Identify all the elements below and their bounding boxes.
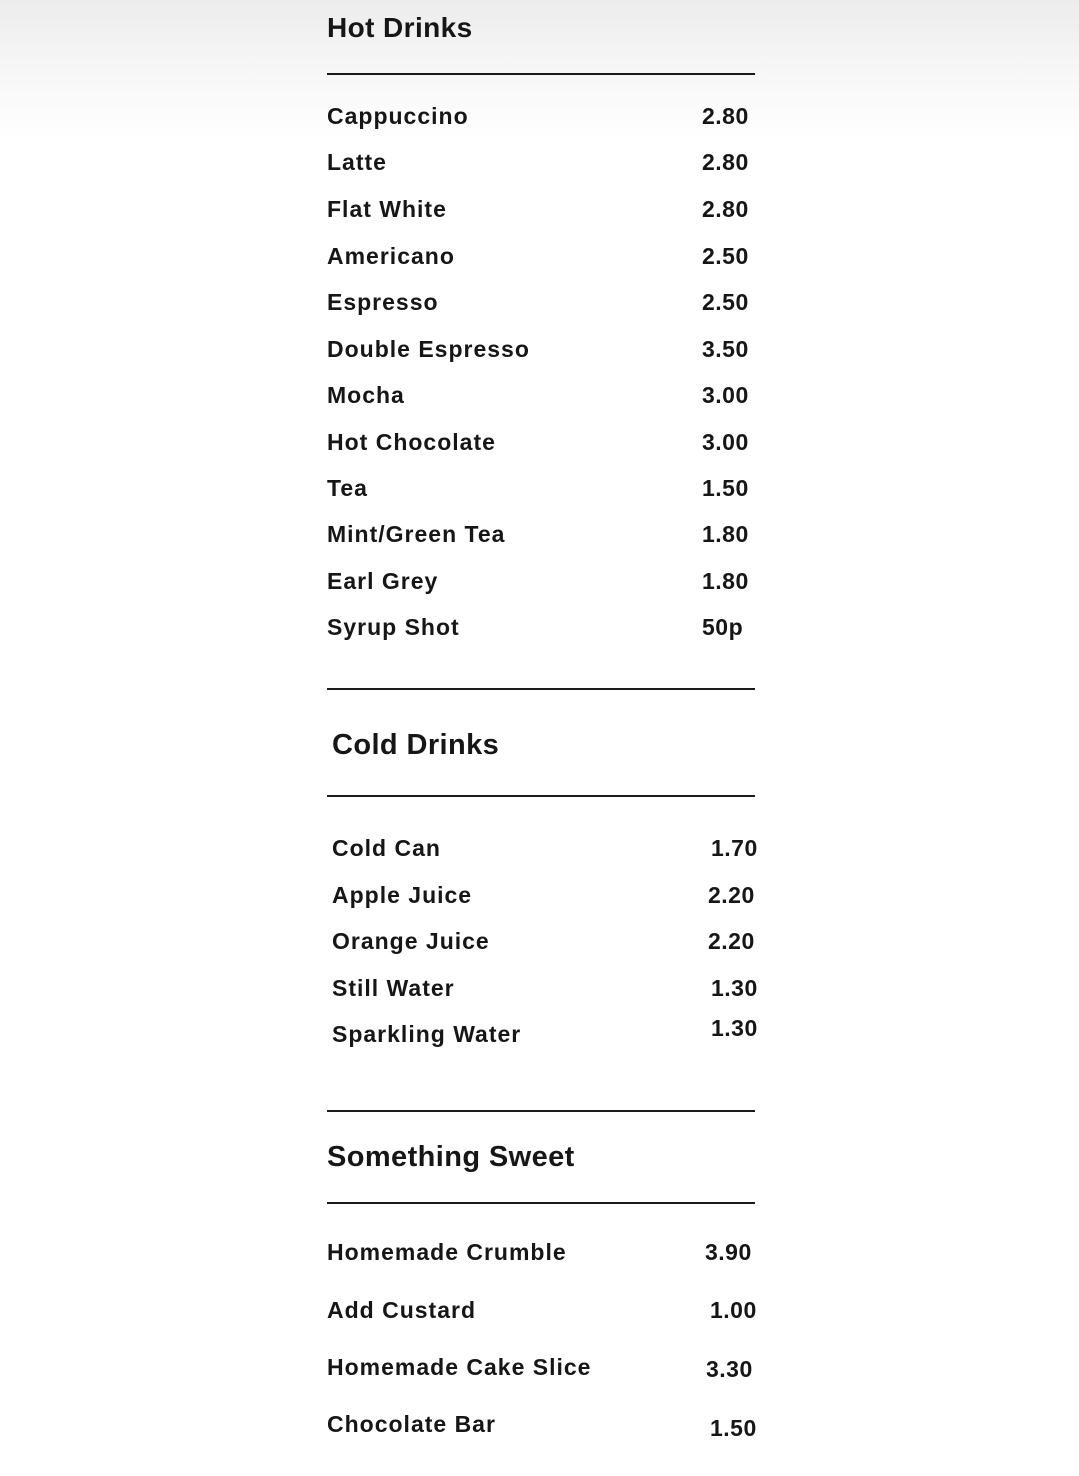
menu-item-price: 50p [702,614,744,640]
section-divider [327,73,755,75]
menu-item-price: 2.80 [702,196,749,222]
menu-item-price: 3.00 [702,429,749,455]
section-title-cold-drinks: Cold Drinks [332,729,500,761]
menu-item-name: Orange Juice [332,928,490,954]
menu-item-price: 1.80 [702,521,749,547]
menu-item-price: 2.80 [702,149,749,175]
menu-item-name: Hot Chocolate [327,429,496,455]
menu-item-name: Mint/Green Tea [327,521,506,547]
menu-item-name: Homemade Crumble [327,1239,567,1265]
menu-item-price: 1.50 [702,475,749,501]
menu-item-price: 2.20 [708,928,755,954]
menu-item-name: Flat White [327,196,447,222]
menu-item-price: 1.80 [702,568,749,594]
menu-item-price: 3.90 [705,1239,752,1265]
section-title-hot-drinks: Hot Drinks [327,12,473,43]
menu-item-price: 3.00 [702,382,749,408]
menu-item-price: 2.50 [702,289,749,315]
menu-item-price: 2.20 [708,882,755,908]
menu-item-name: Syrup Shot [327,614,460,640]
menu-item-name: Sparkling Water [332,1021,522,1047]
menu-item-price: 2.80 [702,103,749,129]
menu-item-name: Apple Juice [332,882,473,908]
menu-item-price: 2.50 [702,243,749,269]
section-divider [327,795,755,797]
menu-item-price: 1.50 [710,1415,757,1441]
section-title-something-sweet: Something Sweet [327,1141,575,1173]
menu-item-name: Cappuccino [327,103,469,129]
menu-item-name: Earl Grey [327,568,439,594]
menu-item-name: Still Water [332,975,455,1001]
menu-item-name: Espresso [327,289,439,315]
section-divider [327,1202,755,1204]
menu-item-price: 1.30 [711,1015,758,1041]
menu-item-name: Cold Can [332,835,441,861]
menu-item-name: Double Espresso [327,336,530,362]
menu-item-name: Mocha [327,382,405,408]
menu-item-name: Homemade Cake Slice [327,1354,592,1380]
menu-item-name: Latte [327,149,387,175]
menu-item-price: 1.00 [710,1297,757,1323]
menu-item-price: 3.30 [706,1356,753,1382]
section-divider [327,1110,755,1112]
menu-item-name: Tea [327,475,368,501]
menu-item-name: Chocolate Bar [327,1411,496,1437]
menu-item-name: Add Custard [327,1297,476,1323]
menu-item-name: Americano [327,243,455,269]
menu-item-price: 1.30 [711,975,758,1001]
menu-item-price: 1.70 [711,835,758,861]
section-divider [327,688,755,690]
menu-item-price: 3.50 [702,336,749,362]
